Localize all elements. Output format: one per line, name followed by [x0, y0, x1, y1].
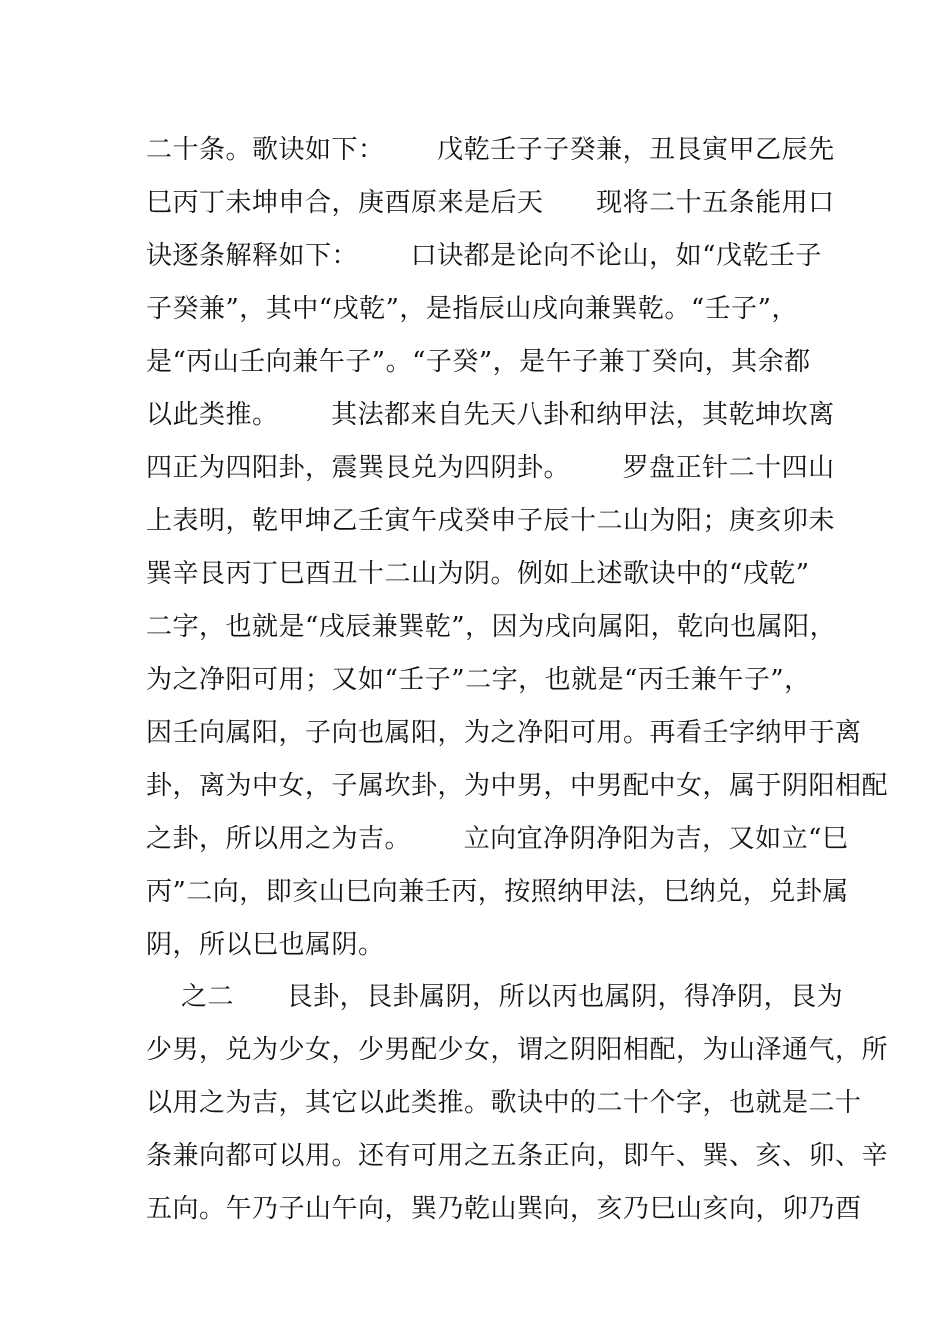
- text-line: 以用之为吉，其它以此类推。歌诀中的二十个字，也就是二十: [146, 1088, 862, 1118]
- text-line: 上表明，乾甲坤乙壬寅午戌癸申子辰十二山为阳；庚亥卯未: [146, 506, 836, 536]
- text-line: 四正为四阳卦，震巽艮兑为四阴卦。 罗盘正针二十四山: [146, 453, 835, 483]
- text-line: 五向。午乃子山午向，巽乃乾山巽向，亥乃巳山亥向，卯乃酉: [146, 1194, 862, 1224]
- text-line: 之卦，所以用之为吉。 立向宜净阴净阳为吉，又如立“巳: [146, 824, 849, 854]
- text-line: 阴，所以巳也属阴。: [146, 930, 385, 960]
- text-line: 巳丙丁未坤申合，庚酉原来是后天 现将二十五条能用口: [146, 188, 835, 218]
- text-line: 子癸兼”，其中“戌乾”，是指辰山戌向兼巽乾。“壬子”，: [146, 294, 798, 324]
- text-line: 二十条。歌诀如下： 戊乾壬子子癸兼，丑艮寅甲乙辰先: [146, 135, 835, 165]
- text-line: 因壬向属阳，子向也属阳，为之净阳可用。再看壬字纳甲于离: [146, 718, 862, 748]
- text-line: 条兼向都可以用。还有可用之五条正向，即午、巽、亥、卯、辛: [146, 1141, 889, 1171]
- text-line: 为之净阳可用；又如“壬子”二字，也就是“丙壬兼午子”，: [146, 665, 811, 695]
- text-line: 二字，也就是“戌辰兼巽乾”，因为戌向属阳，乾向也属阳，: [146, 612, 837, 642]
- text-line: 巽辛艮丙丁巳酉丑十二山为阴。例如上述歌诀中的“戌乾”: [146, 559, 810, 589]
- paragraph-1: [146, 124, 889, 972]
- text-line: 之二 艮卦，艮卦属阴，所以丙也属阴，得净阴，艮为: [146, 982, 844, 1012]
- paragraph-2: [146, 971, 889, 1236]
- text-line: 卦，离为中女，子属坎卦，为中男，中男配中女，属于阴阳相配: [146, 771, 889, 801]
- text-line: 丙”二向，即亥山巳向兼壬丙，按照纳甲法，巳纳兑，兑卦属: [146, 877, 849, 907]
- text-line: 以此类推。 其法都来自先天八卦和纳甲法，其乾坤坎离: [146, 400, 835, 430]
- text-line: 诀逐条解释如下： 口诀都是论向不论山，如“戊乾壬子: [146, 241, 822, 271]
- text-line: 是“丙山壬向兼午子”。“子癸”，是午子兼丁癸向，其余都: [146, 347, 811, 377]
- text-line: 少男，兑为少女，少男配少女，谓之阴阳相配，为山泽通气，所: [146, 1035, 889, 1065]
